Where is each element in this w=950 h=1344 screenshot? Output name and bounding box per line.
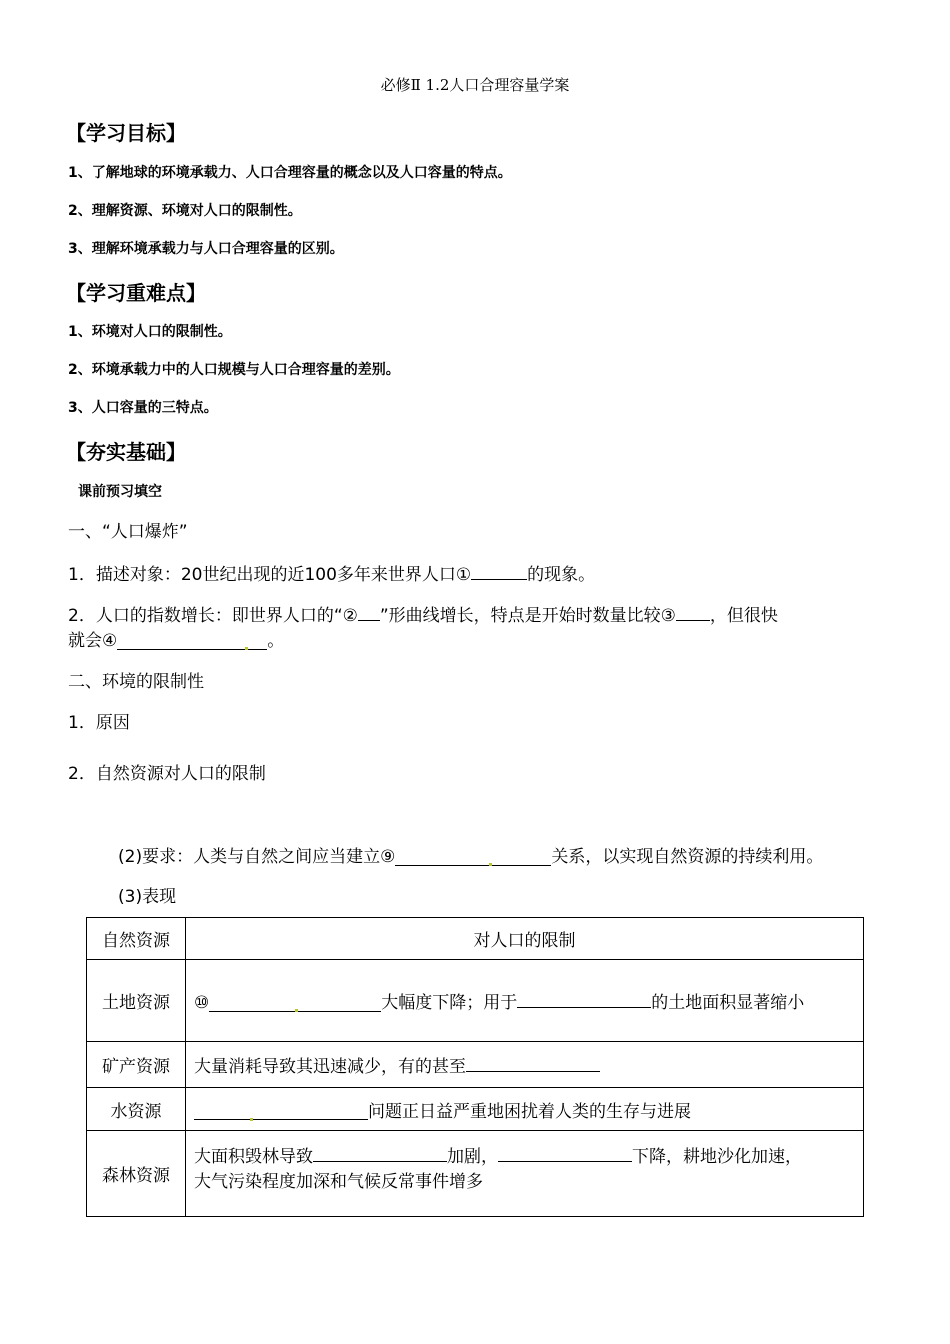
heading-learning-goals: 【学习目标】 xyxy=(66,121,186,145)
row-land-name: 土地资源 xyxy=(87,960,186,1042)
blank-11[interactable] xyxy=(517,989,651,1008)
row-water-text: 问题正日益严重地困扰着人类的生存与进展 xyxy=(368,1101,691,1122)
document-title: 必修Ⅱ 1.2人口合理容量学案 xyxy=(380,76,570,94)
heading-basics: 【夯实基础】 xyxy=(66,440,186,464)
row-water-content xyxy=(186,1088,864,1131)
blank-3[interactable] xyxy=(676,602,710,621)
resource-limit-table xyxy=(86,917,864,1217)
row-water-name: 水资源 xyxy=(87,1088,186,1131)
blank-12[interactable] xyxy=(466,1053,600,1072)
blank-14[interactable] xyxy=(313,1143,447,1162)
fill-line-2-text-a: 2．人口的指数增长：即世界人口的“② xyxy=(68,606,358,626)
blank-10[interactable] xyxy=(209,993,381,1012)
scan-mark xyxy=(250,1118,253,1121)
preview-subheading: 课前预习填空 xyxy=(78,484,162,500)
row-forest-text-c: 下降，耕地沙化加速， xyxy=(632,1146,802,1167)
table-row xyxy=(87,960,864,1042)
row-forest-text-a: 大面积毁林导致 xyxy=(194,1146,313,1167)
table-header-limit: 对人口的限制 xyxy=(186,918,864,960)
goal-item-2: 2、理解资源、环境对人口的限制性。 xyxy=(68,203,302,219)
row-mineral-content xyxy=(186,1042,864,1088)
table-row xyxy=(87,1042,864,1088)
fill-line-2-text-c: ，但很快 xyxy=(709,606,778,626)
part-2-heading: 二、环境的限制性 xyxy=(68,672,204,692)
fill-line-2-text-d: 就会④ xyxy=(68,631,118,651)
table-header-row xyxy=(87,918,864,960)
reason-label: 1．原因 xyxy=(68,713,130,733)
row-forest-text-d: 大气污染程度加深和气候反常事件增多 xyxy=(194,1171,483,1192)
fill-line-2-text-b: ”形曲线增长，特点是开始时数量比较③ xyxy=(379,606,676,626)
table-row xyxy=(87,1131,864,1217)
blank-9[interactable] xyxy=(395,847,551,866)
blank-13[interactable] xyxy=(194,1102,368,1121)
requirement-text-b: 关系，以实现自然资源的持续利用。 xyxy=(551,847,824,867)
fill-line-2-cont xyxy=(68,626,284,651)
blank-15[interactable] xyxy=(498,1143,632,1162)
heading-key-points: 【学习重难点】 xyxy=(66,281,206,305)
manifestation-label: (3)表现 xyxy=(118,887,177,907)
scan-mark xyxy=(245,647,248,650)
row-mineral-text: 大量消耗导致其迅速减少，有的甚至 xyxy=(194,1057,466,1077)
row-land-text-c: 的土地面积显著缩小 xyxy=(651,993,805,1013)
blank-2[interactable] xyxy=(358,602,380,621)
requirement-text-a: (2)要求：人类与自然之间应当建立⑨ xyxy=(118,847,396,867)
fill-line-2 xyxy=(68,601,778,626)
fill-line-1-text-a: 1．描述对象：20世纪出现的近100多年来世界人口① xyxy=(68,565,472,585)
fill-line-1-text-b: 的现象。 xyxy=(527,565,596,585)
row-land-content xyxy=(186,960,864,1042)
row-forest-text-b: 加剧， xyxy=(447,1146,498,1167)
fill-line-1 xyxy=(68,560,595,585)
row-land-text-a: ⑩ xyxy=(194,993,210,1013)
resource-limit-label: 2．自然资源对人口的限制 xyxy=(68,764,266,784)
requirement-line xyxy=(118,842,823,867)
key-point-3: 3、人口容量的三特点。 xyxy=(68,400,218,416)
part-1-heading: 一、“人口爆炸” xyxy=(68,522,188,542)
row-mineral-name: 矿产资源 xyxy=(87,1042,186,1088)
scan-mark xyxy=(295,1009,298,1012)
row-forest-name: 森林资源 xyxy=(87,1131,186,1217)
table-header-resource: 自然资源 xyxy=(87,918,186,960)
row-forest-content xyxy=(186,1131,864,1217)
scan-mark xyxy=(489,863,492,866)
key-point-1: 1、环境对人口的限制性。 xyxy=(68,324,232,340)
blank-4[interactable] xyxy=(117,631,267,650)
fill-line-2-text-e: 。 xyxy=(267,631,285,651)
blank-1[interactable] xyxy=(471,561,527,580)
key-point-2: 2、环境承载力中的人口规模与人口合理容量的差别。 xyxy=(68,362,400,378)
goal-item-3: 3、理解环境承载力与人口合理容量的区别。 xyxy=(68,241,344,257)
row-land-text-b: 大幅度下降；用于 xyxy=(381,993,518,1013)
goal-item-1: 1、了解地球的环境承载力、人口合理容量的概念以及人口容量的特点。 xyxy=(68,165,512,181)
table-row xyxy=(87,1088,864,1131)
